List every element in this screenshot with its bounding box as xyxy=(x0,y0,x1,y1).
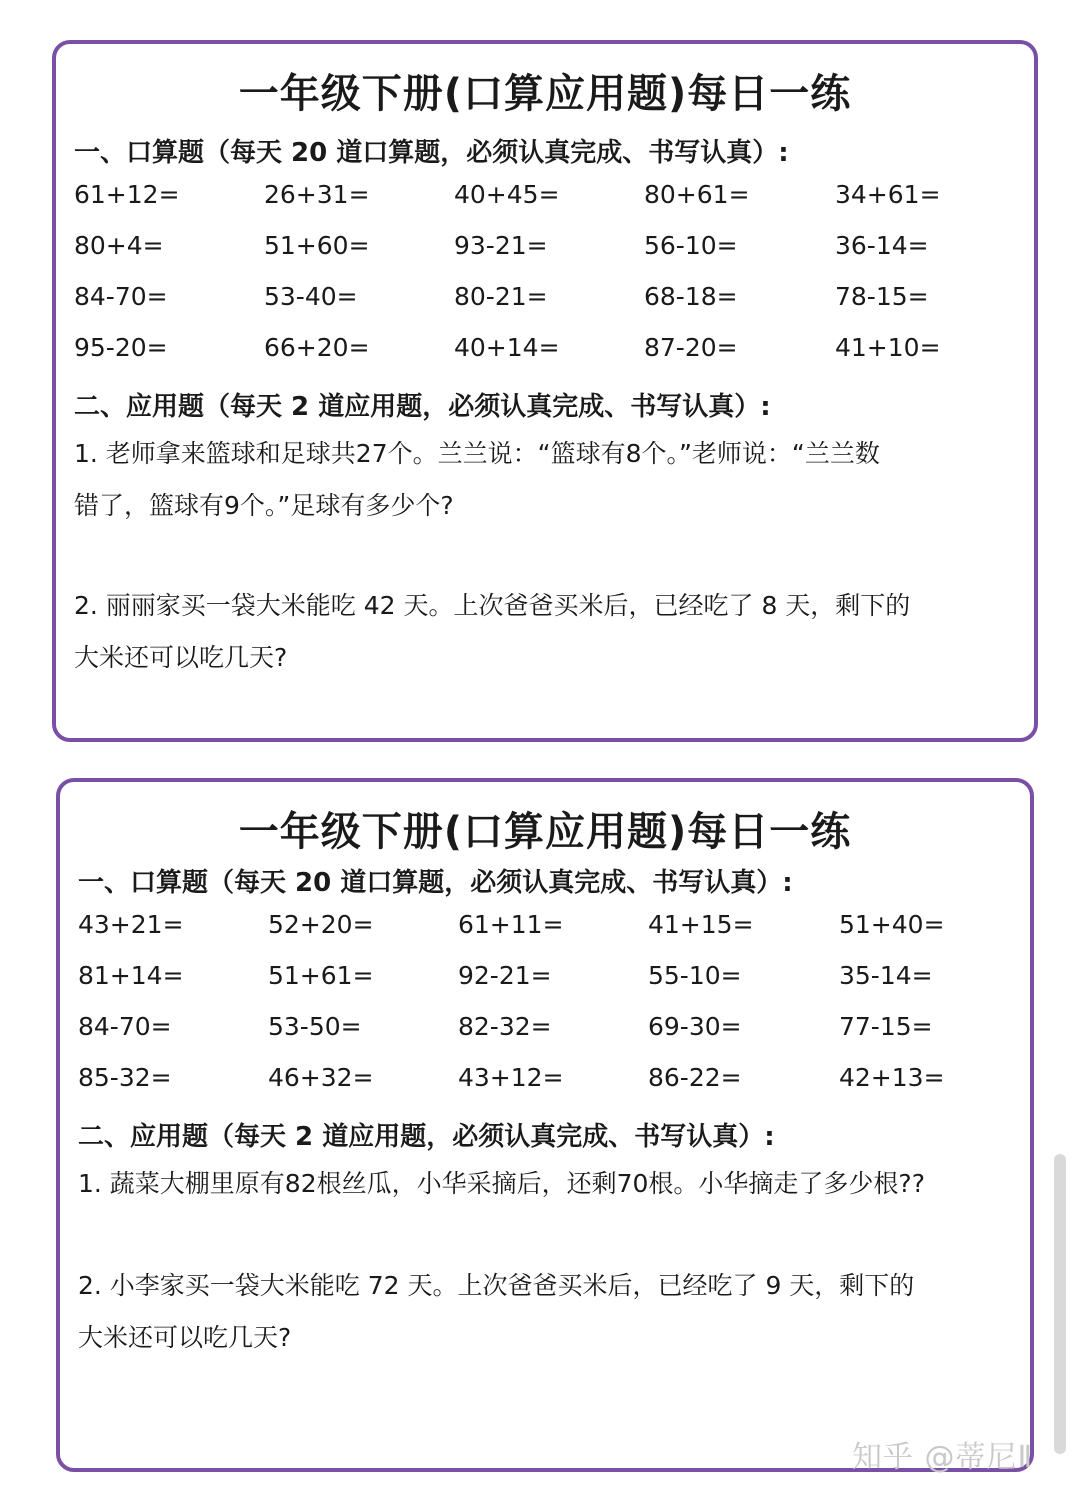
problem-line: 2. 丽丽家买一袋大米能吃 42 天。上次爸爸买米后，已经吃了 8 天，剩下的 xyxy=(74,591,911,620)
calc-item: 80-21= xyxy=(454,282,548,311)
calc-row xyxy=(78,1012,1028,1063)
calc-item: 35-14= xyxy=(839,961,933,990)
section-word-problems-title: 二、应用题（每天 2 道应用题，必须认真完成、书写认真）: xyxy=(78,1122,775,1152)
calc-item: 51+61= xyxy=(268,961,374,990)
calc-item: 51+40= xyxy=(839,910,945,939)
calc-item: 40+14= xyxy=(454,333,560,362)
calc-item: 56-10= xyxy=(644,231,738,260)
calc-item: 81+14= xyxy=(78,961,184,990)
calc-item: 41+10= xyxy=(835,333,941,362)
calc-row xyxy=(74,231,1024,282)
calc-row xyxy=(78,1063,1028,1114)
calc-item: 66+20= xyxy=(264,333,370,362)
calc-item: 78-15= xyxy=(835,282,929,311)
calc-item: 34+61= xyxy=(835,180,941,209)
calc-row xyxy=(74,180,1024,231)
calc-row xyxy=(74,282,1024,333)
calc-item: 61+11= xyxy=(458,910,564,939)
calc-item: 55-10= xyxy=(648,961,742,990)
calc-item: 41+15= xyxy=(648,910,754,939)
calc-item: 69-30= xyxy=(648,1012,742,1041)
calc-row xyxy=(74,333,1024,384)
calc-item: 80+61= xyxy=(644,180,750,209)
calc-item: 85-32= xyxy=(78,1063,172,1092)
calc-item: 26+31= xyxy=(264,180,370,209)
calc-item: 84-70= xyxy=(78,1012,172,1041)
calc-item: 95-20= xyxy=(74,333,168,362)
problem-line: 大米还可以吃几天? xyxy=(74,643,288,672)
problem-line: 1. 老师拿来篮球和足球共27个。兰兰说：“篮球有8个。”老师说：“兰兰数 xyxy=(74,439,880,468)
calc-item: 77-15= xyxy=(839,1012,933,1041)
calc-item: 87-20= xyxy=(644,333,738,362)
problem-line: 错了，篮球有9个。”足球有多少个? xyxy=(74,491,454,520)
section-mental-math-title: 一、口算题（每天 20 道口算题，必须认真完成、书写认真）: xyxy=(78,868,793,898)
calc-item: 52+20= xyxy=(268,910,374,939)
calc-item: 61+12= xyxy=(74,180,180,209)
word-problem-2 xyxy=(74,580,1024,684)
worksheet-title: 一年级下册(口算应用题)每日一练 xyxy=(238,809,852,855)
calc-item: 68-18= xyxy=(644,282,738,311)
calc-item: 80+4= xyxy=(74,231,164,260)
word-problem-1 xyxy=(74,428,1024,532)
worksheet-title: 一年级下册(口算应用题)每日一练 xyxy=(238,71,852,117)
calc-item: 51+60= xyxy=(264,231,370,260)
problem-line: 2. 小李家买一袋大米能吃 72 天。上次爸爸买米后，已经吃了 9 天，剩下的 xyxy=(78,1271,915,1300)
word-problem-2 xyxy=(78,1260,1028,1364)
vertical-scrollbar[interactable] xyxy=(1054,1154,1066,1454)
calc-item: 84-70= xyxy=(74,282,168,311)
calc-item: 93-21= xyxy=(454,231,548,260)
calc-item: 36-14= xyxy=(835,231,929,260)
calc-item: 53-40= xyxy=(264,282,358,311)
calc-row xyxy=(78,910,1028,961)
worksheet-card-2 xyxy=(56,778,1034,1472)
mental-math-grid xyxy=(78,910,1028,1114)
calc-item: 42+13= xyxy=(839,1063,945,1092)
word-problem-1 xyxy=(78,1158,1028,1210)
calc-item: 43+21= xyxy=(78,910,184,939)
section-mental-math-title: 一、口算题（每天 20 道口算题，必须认真完成、书写认真）: xyxy=(74,138,789,168)
section-word-problems-title: 二、应用题（每天 2 道应用题，必须认真完成、书写认真）: xyxy=(74,392,771,422)
worksheet-card-1 xyxy=(52,40,1038,742)
calc-item: 82-32= xyxy=(458,1012,552,1041)
calc-item: 53-50= xyxy=(268,1012,362,1041)
calc-item: 92-21= xyxy=(458,961,552,990)
calc-item: 40+45= xyxy=(454,180,560,209)
calc-row xyxy=(78,961,1028,1012)
calc-item: 46+32= xyxy=(268,1063,374,1092)
problem-line: 1. 蔬菜大棚里原有82根丝瓜，小华采摘后，还剩70根。小华摘走了多少根?? xyxy=(78,1169,925,1198)
watermark: 知乎 @蒂尼Ⅱ xyxy=(852,1440,1034,1475)
calc-item: 43+12= xyxy=(458,1063,564,1092)
calc-item: 86-22= xyxy=(648,1063,742,1092)
problem-line: 大米还可以吃几天? xyxy=(78,1323,292,1352)
mental-math-grid xyxy=(74,180,1024,384)
